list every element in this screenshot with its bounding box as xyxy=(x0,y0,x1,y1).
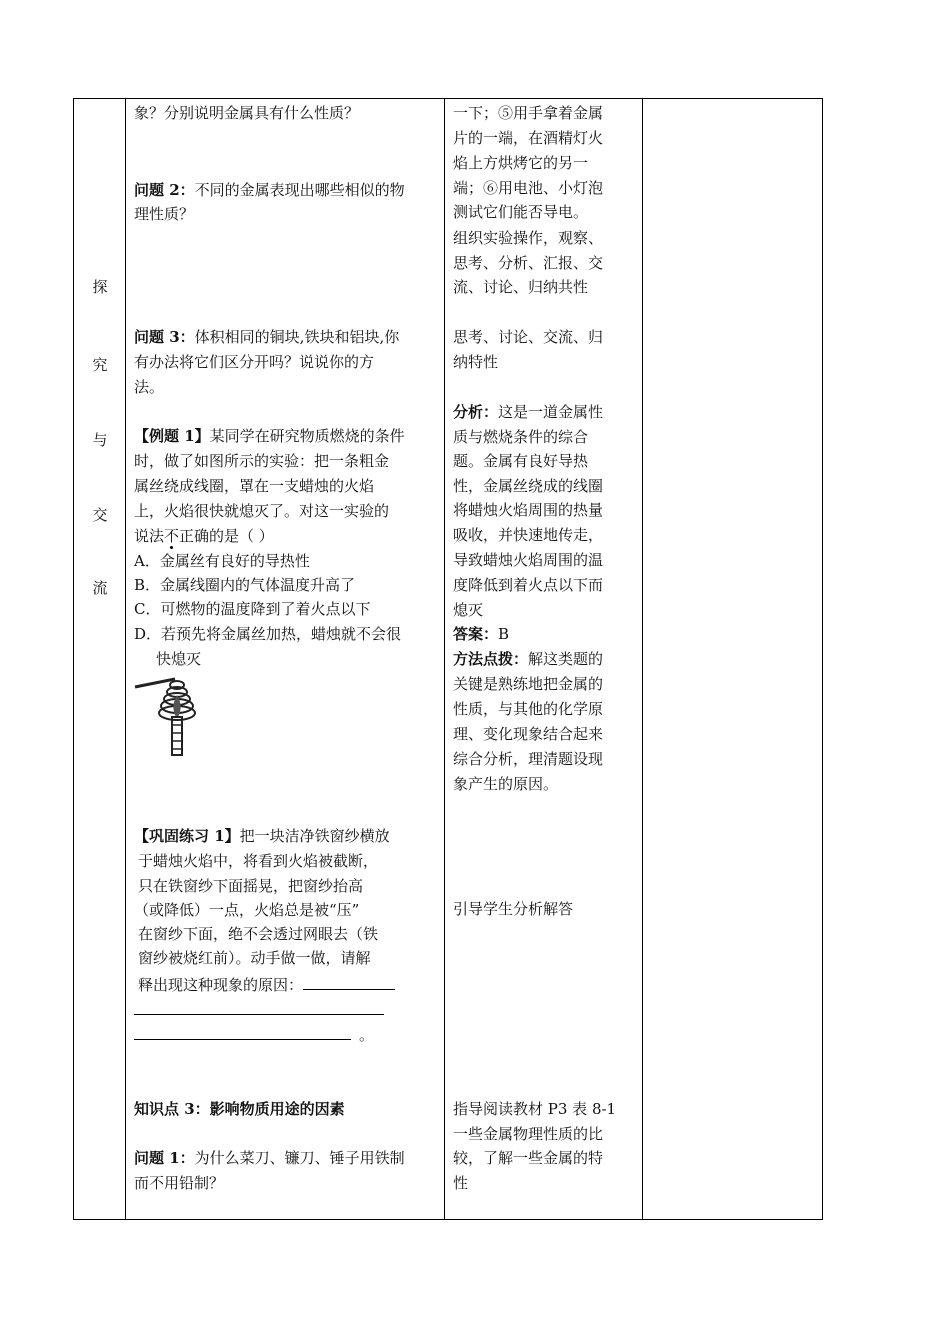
knowledge-point-3-heading: 知识点 3：影响物质用途的因素 xyxy=(134,1100,345,1118)
analysis-text: 熄灭 xyxy=(453,601,484,619)
question-2-line xyxy=(134,178,405,203)
reading-text: 较，了解一些金属的特 xyxy=(453,1149,604,1167)
answer-blank[interactable] xyxy=(303,971,395,990)
section-label-char: 与 xyxy=(92,431,108,449)
activity-text: 思考、讨论、交流、归 xyxy=(453,328,604,346)
question-3-text: 有办法将它们区分开吗？说说你的方 xyxy=(134,353,375,371)
activity-text: 端；⑥用电池、小灯泡 xyxy=(453,179,604,197)
example-1-text: 某同学在研究物质燃烧的条件 xyxy=(209,427,405,445)
practice-1-text: 于蜡烛火焰中，将看到火焰被截断， xyxy=(138,852,379,870)
activity-text: 组织实验操作，观察、 xyxy=(453,229,604,247)
method-text: 综合分析，理清题设现 xyxy=(453,750,604,768)
option-b: B．金属线圈内的气体温度升高了 xyxy=(134,576,356,594)
method-text: 解这类题的 xyxy=(528,650,604,668)
analysis-text: 性，金属丝绕成的线圈 xyxy=(453,477,604,495)
kp3-question-1-line xyxy=(134,1146,405,1171)
option-a: A．金属丝有良好的导热性 xyxy=(134,552,310,570)
section-label-char: 究 xyxy=(92,356,108,374)
option-d: 快熄灭 xyxy=(156,650,202,668)
activity-text: 测试它们能否导电。 xyxy=(453,203,589,221)
question-3-line xyxy=(134,325,399,350)
analysis-text: 度降低到着火点以下而 xyxy=(453,576,604,594)
practice-1-text: 在窗纱下面，绝不会透过网眼去（铁 xyxy=(138,925,379,943)
column-divider xyxy=(444,99,445,1219)
activity-text: 流、讨论、归纳共性 xyxy=(453,278,589,296)
example-1-label: 【例题 1】 xyxy=(134,427,210,445)
answer-label: 答案： xyxy=(453,625,499,643)
analysis-text: 导致蜡烛火焰周围的温 xyxy=(453,551,604,569)
analysis-text: 题。金属有良好导热 xyxy=(453,452,589,470)
practice-1-text-part: 释出现这种现象的原因： xyxy=(138,976,304,994)
question-2-text: 不同的金属表现出哪些相似的物 xyxy=(194,181,405,199)
kp3-question-1-label: 问题 1： xyxy=(134,1149,195,1167)
example-1-text xyxy=(134,524,274,549)
question-3-label: 问题 3： xyxy=(134,328,195,346)
method-line xyxy=(453,647,603,672)
practice-1-text: 只在铁窗纱下面摇晃，把窗纱抬高 xyxy=(138,877,364,895)
kp3-question-1-text: 为什么菜刀、镰刀、锤子用铁制 xyxy=(194,1149,405,1167)
candle-coil-figure xyxy=(131,675,213,757)
option-c: C．可燃物的温度降到了着火点以下 xyxy=(134,600,371,618)
section-label-char: 探 xyxy=(92,278,108,296)
answer-blank[interactable] xyxy=(134,1021,351,1040)
practice-1-text: 窗纱被烧红前）。动手做一做，请解 xyxy=(138,949,371,967)
answer-blank-line[interactable] xyxy=(134,996,384,1023)
example-1-text-part: 说法 xyxy=(134,527,165,545)
question-3-text: 体积相同的铜块,铁块和铝块,你 xyxy=(194,328,400,346)
answer-blank-line[interactable] xyxy=(134,1021,374,1048)
reading-text: 性 xyxy=(453,1174,469,1192)
question-2-label: 问题 2： xyxy=(134,181,195,199)
kp3-question-1-text: 而不用铅制？ xyxy=(134,1174,225,1192)
method-text: 象产生的原因。 xyxy=(453,775,559,793)
question-2-text: 理性质？ xyxy=(134,205,195,223)
activity-text: 焰上方烘烤它的另一 xyxy=(453,154,589,172)
activity-text: 一下；⑤用手拿着金属 xyxy=(453,104,604,122)
activity-text: 思考、分析、汇报、交 xyxy=(453,254,604,272)
analysis-text: 将蜡烛火焰周围的热量 xyxy=(453,501,604,519)
section-label-char: 交 xyxy=(92,506,108,524)
practice-1-label: 【巩固练习 1】 xyxy=(134,827,240,845)
practice-1-text: （或降低）一点，火焰总是被“压” xyxy=(134,901,360,919)
question-3-text: 法。 xyxy=(134,378,165,396)
answer-blank[interactable] xyxy=(134,996,384,1015)
example-1-text-part: 正确的是（ ） xyxy=(179,527,274,545)
period: 。 xyxy=(359,1026,375,1044)
practice-1-line xyxy=(134,824,390,849)
reading-text: 指导阅读教材 P3 表 8-1 xyxy=(453,1100,617,1118)
example-1-text: 上，火焰很快就熄灭了。对这一实验的 xyxy=(134,502,390,520)
analysis-text: 吸收，并快速地传走， xyxy=(453,526,604,544)
analysis-text: 质与燃烧条件的综合 xyxy=(453,428,589,446)
method-label: 方法点拨： xyxy=(453,650,529,668)
guide-text: 引导学生分析解答 xyxy=(453,900,574,918)
emphasis-char: 不 xyxy=(164,527,180,545)
section-label-char: 流 xyxy=(92,579,108,597)
example-1-text: 属丝绕成线圈，罩在一支蜡烛的火焰 xyxy=(134,477,375,495)
analysis-label: 分析： xyxy=(453,403,499,421)
analysis-line xyxy=(453,400,603,425)
activity-text: 纳特性 xyxy=(453,353,499,371)
example-1-line xyxy=(134,424,405,449)
activity-text: 片的一端，在酒精灯火 xyxy=(453,129,604,147)
reading-text: 一些金属物理性质的比 xyxy=(453,1125,604,1143)
method-text: 关键是熟练地把金属的 xyxy=(453,675,604,693)
column-divider xyxy=(642,99,643,1219)
question-1-tail: 象？分别说明金属具有什么性质？ xyxy=(134,104,360,122)
option-d: D．若预先将金属丝加热，蜡烛就不会很 xyxy=(134,625,402,643)
practice-1-text xyxy=(138,971,395,998)
section-label xyxy=(74,99,126,1219)
method-text: 性质，与其他的化学原 xyxy=(453,700,604,718)
method-text: 理、变化现象结合起来 xyxy=(453,725,604,743)
answer-value: B xyxy=(498,625,510,643)
practice-1-text: 把一块洁净铁窗纱横放 xyxy=(239,827,390,845)
answer-line xyxy=(453,622,509,647)
example-1-text: 时，做了如图所示的实验：把一条粗金 xyxy=(134,452,390,470)
analysis-text: 这是一道金属性 xyxy=(498,403,604,421)
